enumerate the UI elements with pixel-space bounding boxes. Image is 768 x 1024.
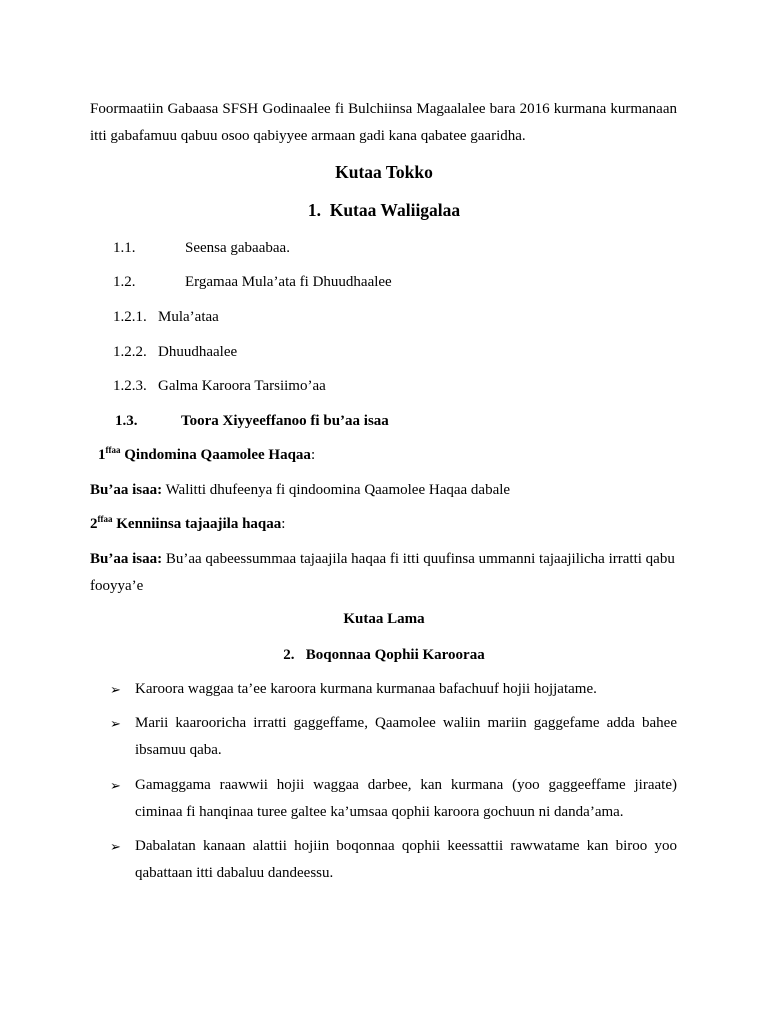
toc-item-label: Toora Xiyyeeffanoo fi bu’aa isaa [181, 413, 389, 429]
toc-number: 1.3. [115, 413, 138, 429]
part1-title: Kutaa Tokko [335, 162, 433, 182]
goal1-result-label: Bu’aa isaa: [90, 482, 163, 498]
bullet-text: Karoora waggaa ta’ee karoora kurmana kurmanaa bafachuuf hojii hojjatame. [135, 681, 597, 697]
toc-item-label: Seensa gabaabaa. [185, 240, 290, 256]
goal1-number: 1 [98, 447, 106, 463]
part2-title: Kutaa Lama [343, 611, 425, 627]
toc-item [113, 344, 147, 361]
goal2-colon: : [281, 516, 286, 532]
toc-item [113, 309, 147, 326]
toc-item-label: Galma Karoora Tarsiimo’aa [158, 378, 326, 394]
toc-number: 1.1. [113, 240, 136, 256]
toc-item-label: Dhuudhaalee [158, 344, 238, 360]
goal2-result [90, 546, 677, 600]
toc-item [115, 413, 138, 430]
arrow-bullet-icon: ➢ [110, 778, 121, 793]
goal2-title: Kenniinsa tajaajila haqaa [116, 516, 282, 532]
toc-item-label: Mula’ataa [158, 309, 219, 325]
part2-heading-text: Boqonnaa Qophii Karooraa [305, 647, 485, 663]
goal1-title: Qindomina Qaamolee Haqaa [124, 447, 311, 463]
goal2-ordinal: ffaa [97, 514, 113, 524]
bullet-text: Dabalatan kanaan alattii hojiin boqonnaa qophii keessattii rawwatame kan biroo yoo qabattaan itti dabaluu dandeessu. [135, 838, 677, 881]
goal1-result [90, 482, 510, 499]
toc-item [113, 378, 147, 395]
part2-heading-number: 2. [283, 647, 295, 663]
part2-heading [0, 647, 768, 664]
toc-item [113, 240, 136, 257]
arrow-bullet-icon: ➢ [110, 839, 121, 854]
arrow-bullet-icon: ➢ [110, 682, 121, 697]
goal1-ordinal: ffaa [105, 445, 121, 455]
part1-heading [0, 200, 768, 221]
part1-heading-text: Kutaa Waliigalaa [329, 200, 461, 220]
toc-number: 1.2.1. [113, 309, 147, 325]
arrow-bullet-icon: ➢ [110, 716, 121, 731]
part1-heading-number: 1. [307, 200, 321, 220]
bullet-text: Marii kaarooricha irratti gaggeffame, Qaamolee waliin mariin gaggefame adda bahee ibsamuu qaba. [135, 715, 677, 758]
toc-item-label: Ergamaa Mula’ata fi Dhuudhaalee [185, 274, 392, 290]
goal2-number: 2 [90, 516, 98, 532]
goal1-result-text: Walitti dhufeenya fi qindoomina Qaamolee Haqaa dabale [165, 482, 511, 498]
intro-paragraph: Foormaatiin Gabaasa SFSH Godinaalee fi Bulchiinsa Magaalalee bara 2016 kurmana kurmanaan itti gabafamuu qabuu osoo qabiyyee armaan gadi kana qabatee gaaridha. [90, 101, 677, 144]
goal2-heading [90, 516, 285, 533]
toc-number: 1.2.3. [113, 378, 147, 394]
toc-number: 1.2. [113, 274, 136, 290]
toc-number: 1.2.2. [113, 344, 147, 360]
bullet-text: Gamaggama raawwii hojii waggaa darbee, kan kurmana (yoo gaggeeffame jiraate) ciminaa fi hanqinaa turee galtee ka’umsaa qophii karoora gochuun ni danda’ama. [135, 777, 677, 820]
goal1-heading [98, 447, 315, 464]
goal1-colon: : [310, 447, 316, 463]
toc-item [113, 274, 136, 291]
goal2-result-text: Bu’aa qabeessummaa tajaajila haqaa fi itti quufinsa ummanni tajaajilicha irratti qabu fooyya’e [90, 551, 675, 594]
goal2-result-label: Bu’aa isaa: [90, 551, 163, 567]
